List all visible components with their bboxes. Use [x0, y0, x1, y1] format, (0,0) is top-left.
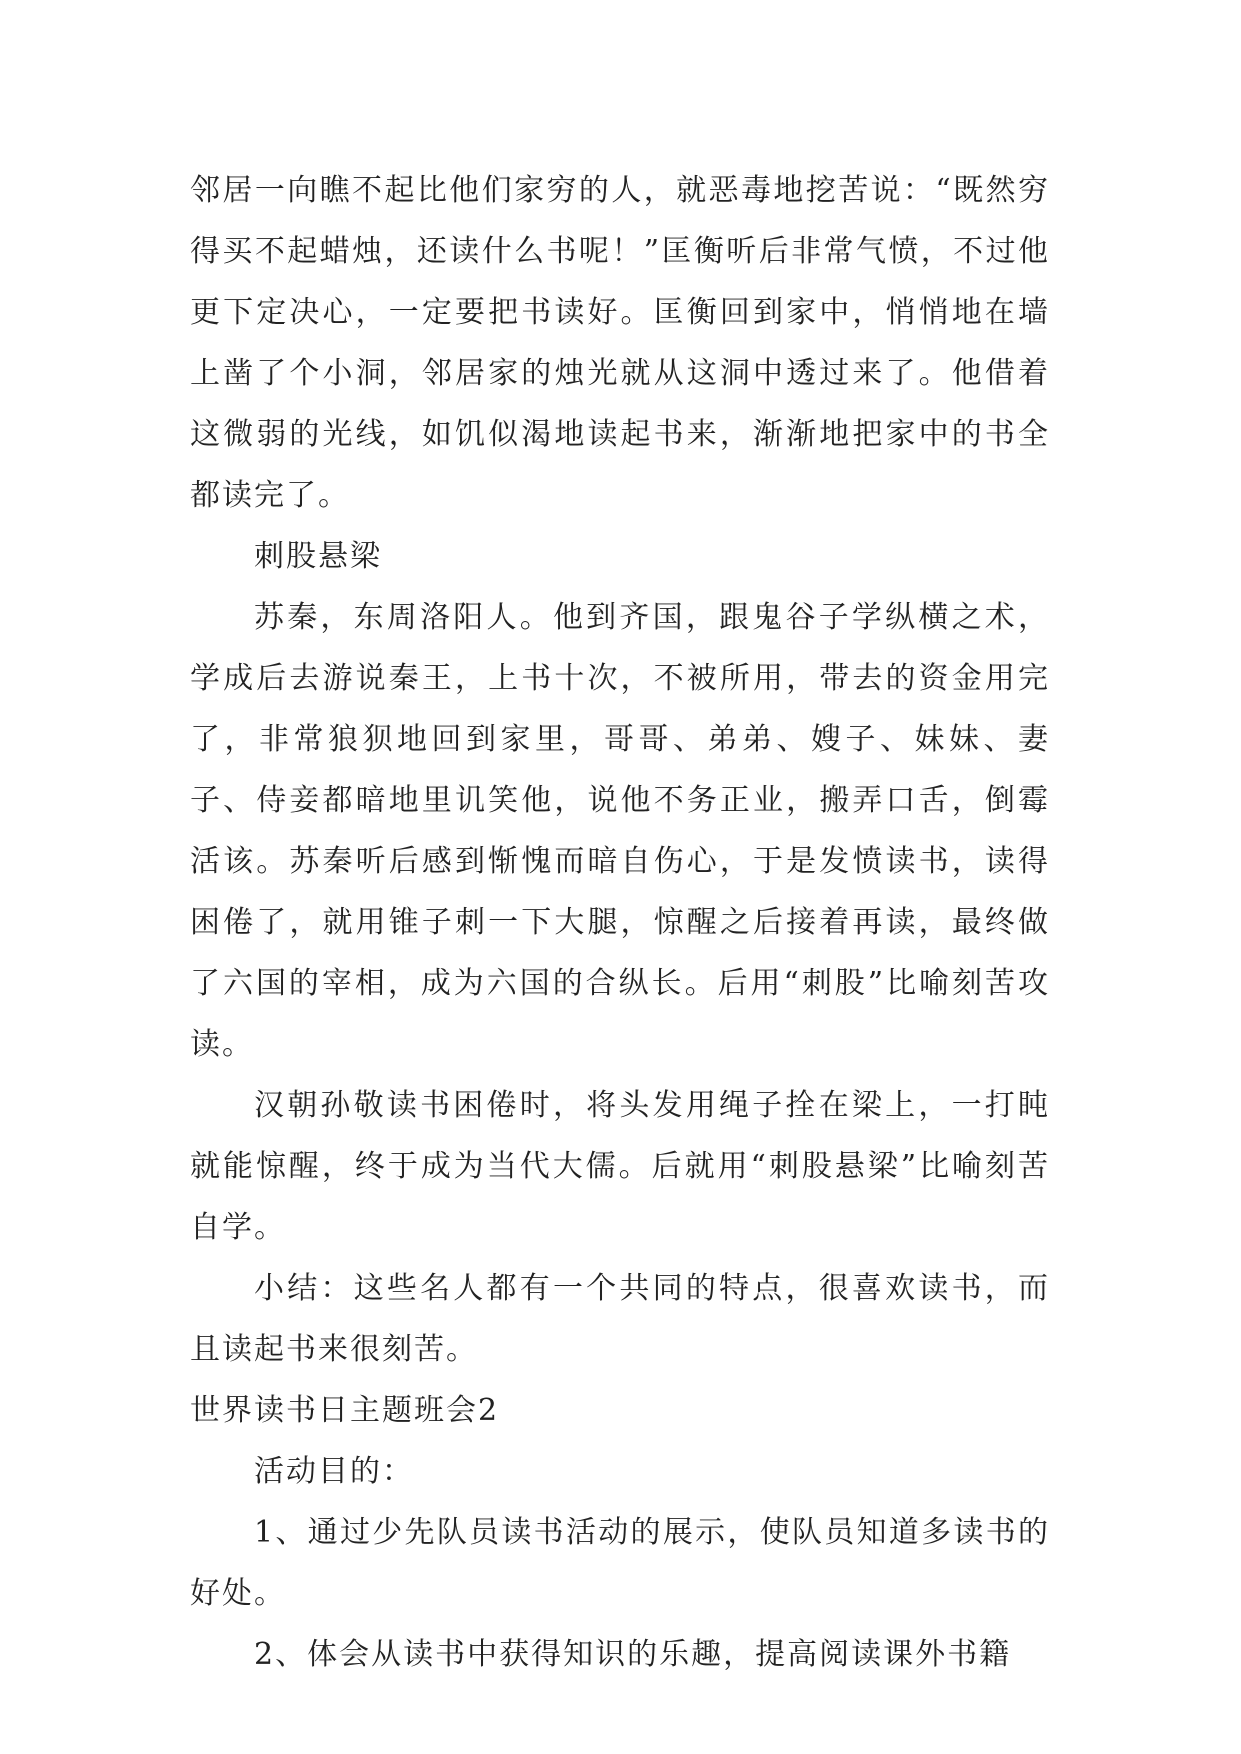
- paragraph-kuang-heng-continued: 邻居一向瞧不起比他们家穷的人，就恶毒地挖苦说：“既然穷得买不起蜡烛，还读什么书呢！”匡衡听后非常气愤，不过他更下定决心，一定要把书读好。匡衡回到家中，悄悄地在墙上凿了个小洞，邻居家的烛光就从这洞中透过来了。他借着这微弱的光线，如饥似渴地读起书来，渐渐地把家中的书全都读完了。: [190, 173, 1050, 513]
- document-body: [190, 160, 1050, 1685]
- paragraph-su-qin: 苏秦，东周洛阳人。他到齐国，跟鬼谷子学纵横之术，学成后去游说秦王，上书十次，不被所用，带去的资金用完了，非常狼狈地回到家里，哥哥、弟弟、嫂子、妹妹、妻子、侍妾都暗地里讥笑他，说他不务正业，搬弄口舌，倒霉活该。苏秦听后感到惭愧而暗自伤心，于是发愤读书，读得困倦了，就用锥子刺一下大腿，惊醒之后接着再读，最终做了六国的宰相，成为六国的合纵长。后用“刺股”比喻刻苦攻读。: [190, 600, 1050, 1062]
- section-heading-activity-goals: 活动目的：: [254, 1454, 414, 1489]
- paragraph-sun-jing: 汉朝孙敬读书困倦时，将头发用绳子拴在梁上，一打盹就能惊醒，终于成为当代大儒。后就用“刺股悬梁”比喻刻苦自学。: [190, 1088, 1050, 1245]
- goal-item-2: 2、体会从读书中获得知识的乐趣，提高阅读课外书籍: [254, 1637, 1012, 1672]
- document-title-class-meeting-2: 世界读书日主题班会2: [190, 1393, 500, 1428]
- goal-item-1: 1、通过少先队员读书活动的展示，使队员知道多读书的好处。: [190, 1515, 1050, 1611]
- paragraph-summary: 小结：这些名人都有一个共同的特点，很喜欢读书，而且读起书来很刻苦。: [190, 1271, 1050, 1367]
- section-heading-cigu-xuanliang: 刺股悬梁: [254, 539, 382, 574]
